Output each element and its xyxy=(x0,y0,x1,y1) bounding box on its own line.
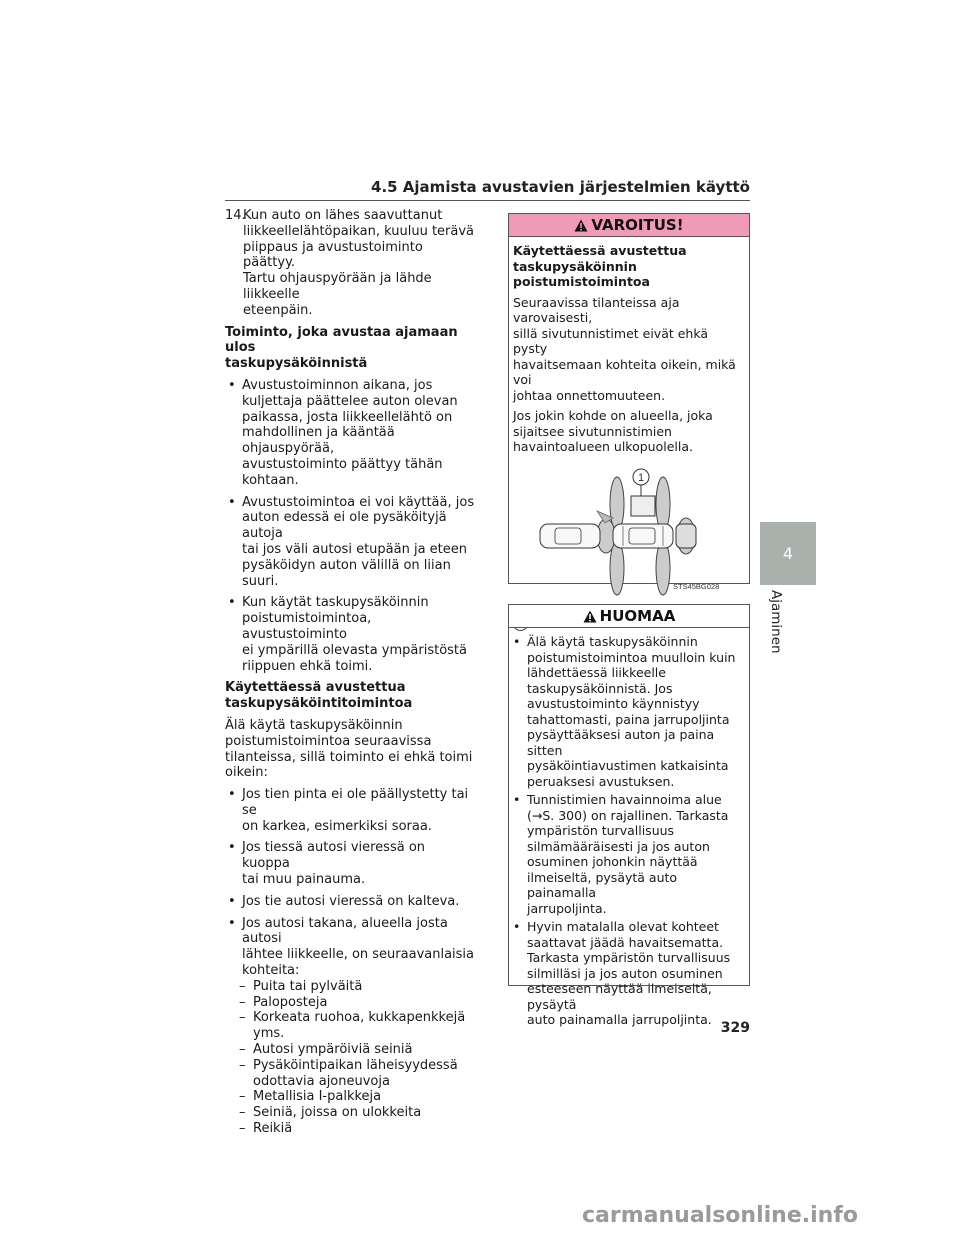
item-number: 14. xyxy=(225,208,246,223)
bullet-item: • Jos tie autosi vieressä on kalteva. xyxy=(228,893,460,909)
header-rule xyxy=(225,200,750,201)
bullet-item: • Älä käytä taskupysäköinnin poistumistoimintoa muulloin kuin lähdettäessä liikkeelle taskupysäköinnistä. Jos avustustoiminto käynnistyy tahattomasti, paina jarrupoljinta pysäyttääksesi auton ja paina sitten pysäköintiavustimen katkaisinta peruaksesi avustuksen. xyxy=(513,634,736,789)
bullet-item: • Hyvin matalalla olevat kohteet saattavat jäädä havaitsematta. Tarkasta ympäristön turvallisuus silmilläsi ja jos auton osuminen esteeseen näyttää ilmeiseltä, pysäytä auto painamalla jarrupoljinta. xyxy=(513,919,731,1027)
sub-item: – Reikiä xyxy=(239,1121,293,1137)
bullet-item: • Avustustoiminnon aikana, jos kuljettaja päättelee auton olevan paikassa, josta liikkeellelähtö on mahdollinen ja kääntää ohjauspyörää, avustustoiminto päättyy tähän kohtaan. xyxy=(228,377,458,488)
chapter-label: Ajaminen xyxy=(768,590,784,654)
warning-paragraph: Jos jokin kohde on alueella, joka sijaitsee sivutunnistimien havaintoalueen ulkopuolella. xyxy=(513,408,713,454)
bullet-item: • Kun käytät taskupysäköinnin poistumistoimintoa, avustustoiminto ei ympärillä olevasta ympäristöstä riippuen ehkä toimi. xyxy=(228,595,467,674)
warning-triangle-icon xyxy=(583,610,597,623)
warning-body xyxy=(509,237,749,632)
section-heading-using-parking-assist: Käytettäessä avustettua taskupysäköintitoimintoa xyxy=(225,680,413,712)
left-column xyxy=(225,208,475,1137)
item-text: Kun auto on lähes saavuttanut liikkeellelähtöpaikan, kuuluu terävä piippaus ja avustustoiminto päättyy. Tartu ohjauspyörään ja lähde liikkeelle eteenpäin. xyxy=(243,208,475,318)
parked-car-rear xyxy=(540,524,600,548)
warning-triangle-icon xyxy=(574,219,588,232)
caution-box xyxy=(508,604,750,1027)
sub-item: – Autosi ympäröiviä seiniä xyxy=(239,1042,413,1058)
chapter-tab[interactable]: 4 xyxy=(760,522,816,585)
target-object xyxy=(631,496,655,516)
numbered-item-14 xyxy=(225,208,475,319)
warning-box xyxy=(508,213,750,591)
warning-header xyxy=(509,214,749,237)
section-heading-exit-assist: Toiminto, joka avustaa ajamaan ulos taskupysäköinnistä xyxy=(225,324,458,372)
bullet-item: • Tunnistimien havainnoima alue (→S. 300) on rajallinen. Tarkasta ympäristön turvallisuus silmämääräisesti ja jos auton osuminen johonkin näyttää ilmeiseltä, pysäytä auto painamalla jarrupoljinta. xyxy=(513,792,729,916)
sub-item: – Korkeata ruohoa, kukkapenkkejä yms. xyxy=(239,1010,466,1042)
own-car xyxy=(613,524,673,548)
warning-subtitle: Käytettäessä avustettua taskupysäköinnin poistumistoimintoa xyxy=(513,243,687,289)
figure-code: STS45BG028 xyxy=(673,581,720,591)
watermark: carmanualsonline.info xyxy=(582,1203,858,1228)
sub-item: – Paloposteja xyxy=(239,994,328,1010)
bullet-item: • Jos autosi takana, alueella josta autosi lähtee liikkeelle, on seuraavanlaisia kohteita: xyxy=(228,915,475,979)
sub-item: – Seiniä, joissa on ulokkeita xyxy=(239,1105,422,1121)
sub-item: – Pysäköintipaikan läheisyydessä odottavia ajoneuvoja xyxy=(239,1057,458,1089)
caution-body xyxy=(509,628,749,1028)
page-number: 329 xyxy=(720,1020,750,1036)
parking-sensor-diagram xyxy=(513,461,745,611)
warning-paragraph: Seuraavissa tilanteissa aja varovaisesti, sillä sivutunnistimet eivät ehkä pysty havaitsemaan kohteita oikein, mikä voi johtaa onnettomuuteen. xyxy=(513,294,736,403)
section-header: 4.5 Ajamista avustavien järjestelmien käyttö xyxy=(371,178,750,196)
parked-car-front xyxy=(676,524,696,548)
bullet-item: • Jos tien pinta ei ole päällystetty tai se on karkea, esimerkiksi soraa. xyxy=(228,787,469,834)
caution-header xyxy=(509,605,749,628)
section-intro: Älä käytä taskupysäköinnin poistumistoimintoa seuraavissa tilanteissa, sillä toiminto ei ehkä toimi oikein: xyxy=(225,717,473,781)
sub-item: – Puita tai pylväitä xyxy=(239,978,363,994)
bullet-item: • Avustustoimintoa ei voi käyttää, jos auton edessä ei ole pysäköityjä autoja tai jos väli autosi etupään ja eteen pysäköidyn auton välillä on liian suuri. xyxy=(228,494,475,589)
callout-number: 1 xyxy=(637,471,645,484)
bullet-item: • Jos tiessä autosi vieressä on kuoppa tai muu painauma. xyxy=(228,840,426,888)
warning-title: VAROITUS! xyxy=(591,216,684,234)
sub-item: – Metallisia I-palkkeja xyxy=(239,1089,382,1105)
caution-title: HUOMAA xyxy=(599,607,676,625)
